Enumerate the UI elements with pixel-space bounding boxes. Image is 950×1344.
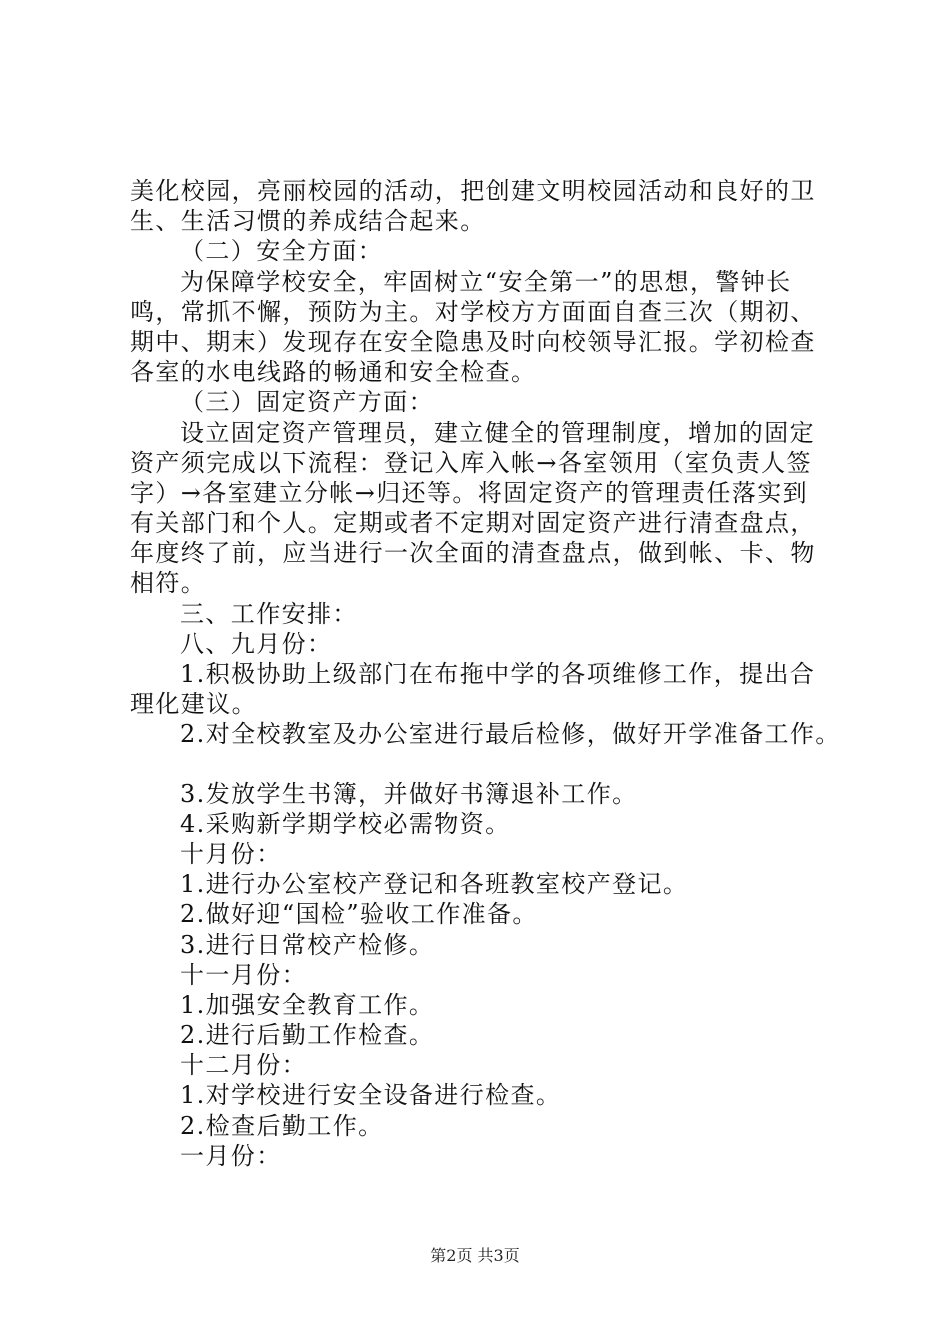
text-line: 资产须完成以下流程：登记入库入帐→各室领用（室负责人签 <box>130 448 812 477</box>
text-line: 鸣，常抓不懈，预防为主。对学校方方面面自查三次（期初、 <box>130 297 816 326</box>
text-line: 1.进行办公室校产登记和各班教室校产登记。 <box>180 870 689 899</box>
text-line: 设立固定资产管理员，建立健全的管理制度，增加的固定 <box>180 418 815 447</box>
text-line: 期中、期末）发现存在安全隐患及时向校领导汇报。学初检查 <box>130 327 816 356</box>
text-line: 有关部门和个人。定期或者不定期对固定资产进行清查盘点， <box>130 509 816 538</box>
text-line: 为保障学校安全，牢固树立“安全第一”的思想，警钟长 <box>180 267 792 296</box>
page-footer: 第2页 共3页 <box>430 1246 520 1265</box>
text-line: 4.采购新学期学校必需物资。 <box>180 809 511 838</box>
text-line: 3.进行日常校产检修。 <box>180 930 435 959</box>
text-line: 各室的水电线路的畅通和安全检查。 <box>130 358 537 387</box>
text-line: （三）固定资产方面： <box>180 388 434 417</box>
text-line: 十二月份： <box>180 1051 307 1080</box>
text-line: 2.进行后勤工作检查。 <box>180 1021 435 1050</box>
text-line: 2.做好迎“国检”验收工作准备。 <box>180 900 538 929</box>
blank-line <box>130 750 830 779</box>
text-line: 1.对学校进行安全设备进行检查。 <box>180 1081 562 1110</box>
text-line: （二）安全方面： <box>180 237 384 266</box>
text-line: 十一月份： <box>180 960 307 989</box>
text-line: 十月份： <box>180 839 282 868</box>
text-line: 2.检查后勤工作。 <box>180 1111 384 1140</box>
text-line: 年度终了前，应当进行一次全面的清查盘点，做到帐、卡、物 <box>130 539 816 568</box>
text-line: 美化校园，亮丽校园的活动，把创建文明校园活动和良好的卫 <box>130 177 816 205</box>
text-line: 相符。 <box>130 569 207 598</box>
text-line: 生、生活习惯的养成结合起来。 <box>130 207 486 236</box>
text-line: 理化建议。 <box>130 690 257 719</box>
text-line: 2.对全校教室及办公室进行最后检修，做好开学准备工作。 <box>180 720 841 749</box>
text-line: 1.积极协助上级部门在布拖中学的各项维修工作，提出合 <box>180 660 816 688</box>
document-body <box>130 176 841 1171</box>
text-line: 3.发放学生书簿，并做好书簿退补工作。 <box>180 779 638 808</box>
text-line: 1.加强安全教育工作。 <box>180 990 435 1019</box>
text-line: 字）→各室建立分帐→归还等。将固定资产的管理责任落实到 <box>130 478 809 507</box>
text-line: 一月份： <box>180 1141 282 1170</box>
text-line: 八、九月份： <box>180 629 333 658</box>
text-line: 三、工作安排： <box>180 599 358 628</box>
